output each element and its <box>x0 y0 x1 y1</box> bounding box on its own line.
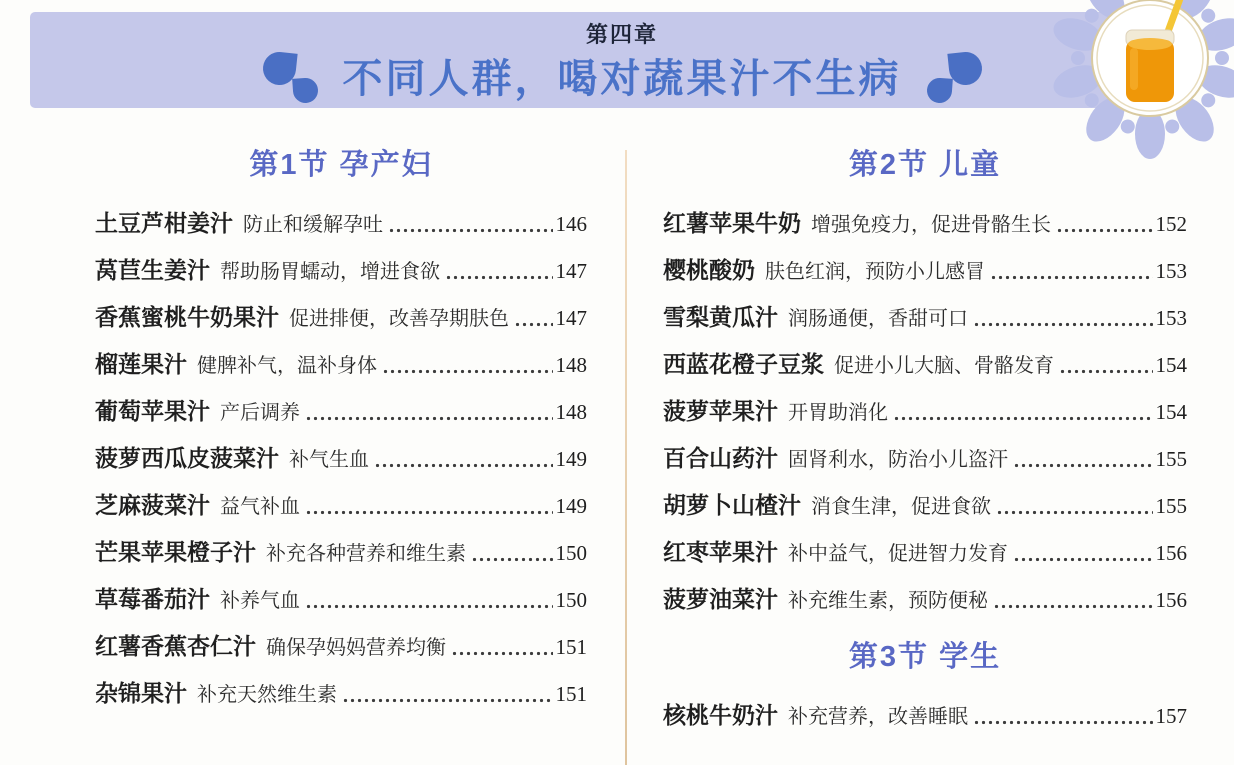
recipe-benefit: 润肠通便，香甜可口 <box>788 308 968 330</box>
page-number: 147 <box>555 259 587 283</box>
recipe-benefit: 促进排便，改善孕期肤色 <box>289 308 509 330</box>
chapter-title: 不同人群，喝对蔬果汁不生病 <box>342 57 902 101</box>
page-number: 157 <box>1155 704 1187 728</box>
recipe-name: 菠萝油菜汁 <box>663 587 778 612</box>
recipe-name: 核桃牛奶汁 <box>663 703 778 728</box>
dot-leader <box>996 508 1153 517</box>
recipe-benefit: 增强免疫力，促进骨骼生长 <box>811 214 1051 236</box>
recipe-benefit: 产后调养 <box>220 402 300 424</box>
recipe-benefit: 肤色红润，预防小儿感冒 <box>765 261 985 283</box>
recipe-benefit: 补充维生素，预防便秘 <box>788 590 988 612</box>
page-number: 155 <box>1155 447 1187 471</box>
dot-leader <box>973 718 1153 727</box>
toc-entry-list <box>95 209 587 710</box>
page-number: 150 <box>555 588 587 612</box>
page-number: 151 <box>555 635 587 659</box>
dot-leader <box>388 226 553 235</box>
dot-leader <box>305 414 553 423</box>
flower-decoration <box>1050 0 1234 161</box>
dot-leader <box>305 602 553 611</box>
recipe-name: 榴莲果汁 <box>95 352 187 377</box>
dot-leader <box>514 320 553 329</box>
toc-entry <box>95 397 587 428</box>
toc-entry <box>663 444 1187 475</box>
recipe-name: 胡萝卜山楂汁 <box>663 493 801 518</box>
recipe-name: 杂锦果汁 <box>95 681 187 706</box>
toc-entry <box>95 491 587 522</box>
toc-entry-list <box>663 209 1187 616</box>
page-number: 154 <box>1155 400 1187 424</box>
recipe-benefit: 益气补血 <box>220 496 300 518</box>
recipe-benefit: 补养气血 <box>220 590 300 612</box>
dot-leader <box>993 602 1153 611</box>
recipe-name: 莴苣生姜汁 <box>95 258 210 283</box>
recipe-name: 葡萄苹果汁 <box>95 399 210 424</box>
section-title: 第3节 学生 <box>848 641 1002 673</box>
toc-entry <box>95 256 587 287</box>
recipe-name: 芒果苹果橙子汁 <box>95 540 256 565</box>
page-number: 155 <box>1155 494 1187 518</box>
droplet-pair-icon <box>261 50 323 108</box>
toc-entry <box>663 397 1187 428</box>
recipe-benefit: 促进小儿大脑、骨骼发育 <box>834 355 1054 377</box>
toc-entry <box>95 444 587 475</box>
dot-leader <box>973 320 1153 329</box>
chapter-header-band <box>30 12 1144 108</box>
recipe-name: 菠萝苹果汁 <box>663 399 778 424</box>
recipe-benefit: 消食生津，促进食欲 <box>811 496 991 518</box>
recipe-name: 草莓番茄汁 <box>95 587 210 612</box>
recipe-name: 樱桃酸奶 <box>663 258 755 283</box>
toc-entry <box>663 350 1187 381</box>
recipe-benefit: 健脾补气，温补身体 <box>197 355 377 377</box>
dot-leader <box>305 508 553 517</box>
toc-entry <box>663 491 1187 522</box>
recipe-benefit: 补充营养，改善睡眠 <box>788 706 968 728</box>
toc-entry <box>95 209 587 240</box>
toc-entry <box>95 632 587 663</box>
recipe-benefit: 补气生血 <box>289 449 369 471</box>
page-number: 154 <box>1155 353 1187 377</box>
dot-leader <box>445 273 553 282</box>
recipe-benefit: 开胃助消化 <box>788 402 888 424</box>
toc-entry <box>95 679 587 710</box>
section-pregnant-women <box>95 142 587 710</box>
dot-leader <box>342 696 553 705</box>
dot-leader <box>382 367 553 376</box>
recipe-name: 雪梨黄瓜汁 <box>663 305 778 330</box>
droplet-icon <box>292 77 319 104</box>
page-number: 151 <box>555 682 587 706</box>
dot-leader <box>1013 461 1153 470</box>
page-number: 156 <box>1155 588 1187 612</box>
toc-entry <box>95 303 587 334</box>
page-number: 146 <box>555 212 587 236</box>
recipe-benefit: 防止和缓解孕吐 <box>243 214 383 236</box>
toc-entry <box>663 209 1187 240</box>
page-number: 149 <box>555 447 587 471</box>
page-number: 149 <box>555 494 587 518</box>
recipe-name: 香蕉蜜桃牛奶果汁 <box>95 305 279 330</box>
page-number: 147 <box>555 306 587 330</box>
page-number: 152 <box>1155 212 1187 236</box>
dot-leader <box>471 555 553 564</box>
dot-leader <box>374 461 553 470</box>
recipe-name: 红薯香蕉杏仁汁 <box>95 634 256 659</box>
section-title: 第1节 孕产妇 <box>249 149 433 181</box>
dot-leader <box>1059 367 1153 376</box>
section-children <box>663 142 1187 616</box>
chapter-label: 第四章 <box>585 22 658 47</box>
toc-column-right <box>663 142 1187 748</box>
toc-entry <box>95 585 587 616</box>
section-title: 第2节 儿童 <box>848 149 1002 181</box>
dot-leader <box>990 273 1153 282</box>
dot-leader <box>1013 555 1153 564</box>
recipe-name: 菠萝西瓜皮菠菜汁 <box>95 446 279 471</box>
dot-leader <box>1056 226 1153 235</box>
recipe-benefit: 确保孕妈妈营养均衡 <box>266 637 446 659</box>
toc-entry <box>95 350 587 381</box>
recipe-name: 土豆芦柑姜汁 <box>95 211 233 236</box>
droplet-pair-icon <box>922 50 984 108</box>
page-number: 156 <box>1155 541 1187 565</box>
toc-entry <box>663 303 1187 334</box>
toc-entry <box>663 585 1187 616</box>
recipe-name: 红枣苹果汁 <box>663 540 778 565</box>
recipe-benefit: 帮助肠胃蠕动，增进食欲 <box>220 261 440 283</box>
recipe-benefit: 固肾利水，防治小儿盗汗 <box>788 449 1008 471</box>
toc-entry <box>95 538 587 569</box>
toc-entry <box>663 256 1187 287</box>
droplet-icon <box>926 77 953 104</box>
recipe-name: 西蓝花橙子豆浆 <box>663 352 824 377</box>
page-number: 153 <box>1155 306 1187 330</box>
chapter-title-row <box>100 50 1144 108</box>
toc-entry <box>663 701 1187 732</box>
recipe-benefit: 补充各种营养和维生素 <box>266 543 466 565</box>
recipe-name: 芝麻菠菜汁 <box>95 493 210 518</box>
page-number: 148 <box>555 353 587 377</box>
dot-leader <box>893 414 1153 423</box>
toc-entry-list <box>663 701 1187 732</box>
recipe-name: 百合山药汁 <box>663 446 778 471</box>
page-number: 153 <box>1155 259 1187 283</box>
toc-column-left <box>95 142 587 726</box>
recipe-benefit: 补中益气，促进智力发育 <box>788 543 1008 565</box>
page-number: 148 <box>555 400 587 424</box>
column-divider <box>625 150 627 765</box>
recipe-benefit: 补充天然维生素 <box>197 684 337 706</box>
section-students <box>663 634 1187 732</box>
page-number: 150 <box>555 541 587 565</box>
dot-leader <box>451 649 553 658</box>
juice-photo-medallion <box>1050 0 1234 161</box>
recipe-name: 红薯苹果牛奶 <box>663 211 801 236</box>
toc-entry <box>663 538 1187 569</box>
